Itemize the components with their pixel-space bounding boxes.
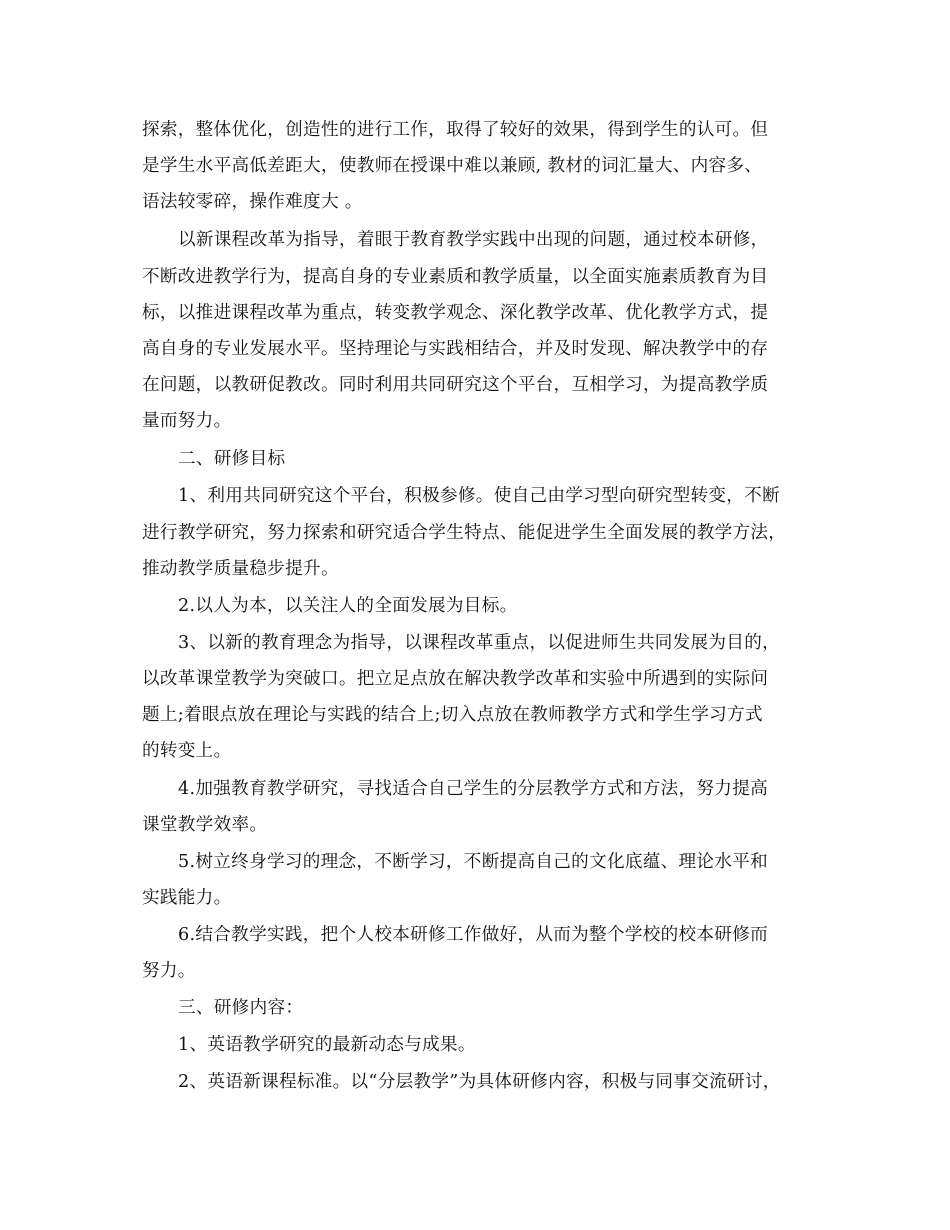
text-line: 题上;着眼点放在理论与实践的结合上;切入点放在教师教学方式和学生学习方式 xyxy=(142,705,763,725)
text-line: 的转变上。 xyxy=(142,741,232,761)
text-line: 不断改进教学行为，提高自身的专业素质和教学质量，以全面实施素质教育为目 xyxy=(142,267,769,287)
paragraph-first-line: 4.加强教育教学研究，寻找适合自己学生的分层教学方式和方法，努力提高 xyxy=(178,779,768,799)
text-line: 进行教学研究，努力探索和研究适合学生特点、能促进学生全面发展的教学方法， xyxy=(142,523,787,543)
text-line: 努力。 xyxy=(142,961,196,981)
paragraph-first-line: 2.以人为本，以关注人的全面发展为目标。 xyxy=(178,596,518,616)
text-line: 推动教学质量稳步提升。 xyxy=(142,559,339,579)
paragraph-first-line: 6.结合教学实践，把个人校本研修工作做好，从而为整个学校的校本研修而 xyxy=(178,925,768,945)
section-heading: 三、研修内容： xyxy=(178,998,304,1018)
paragraph-first-line: 2、英语新课程标准。以“分层教学”为具体研修内容，积极与同事交流研讨， xyxy=(178,1072,781,1092)
text-line: 标，以推进课程改革为重点，转变教学观念、深化教学改革、优化教学方式，提 xyxy=(142,303,769,323)
text-line: 以改革课堂教学为突破口。把立足点放在解决教学改革和实验中所遇到的实际问 xyxy=(142,669,769,689)
text-line: 高自身的专业发展水平。坚持理论与实践相结合，并及时发现、解决教学中的存 xyxy=(142,339,769,359)
section-heading: 二、研修目标 xyxy=(178,449,286,469)
text-line: 语法较零碎，操作难度大 。 xyxy=(142,192,363,212)
paragraph-first-line: 1、英语教学研究的最新动态与成果。 xyxy=(178,1035,476,1055)
paragraph-first-line: 3、以新的教育理念为指导，以课程改革重点，以促进师生共同发展为目的， xyxy=(178,633,780,653)
text-line: 在问题，以教研促教改。同时利用共同研究这个平台，互相学习，为提高教学质 xyxy=(142,375,769,395)
text-line: 课堂教学效率。 xyxy=(142,815,268,835)
text-line: 量而努力。 xyxy=(142,411,232,431)
text-line: 探索，整体优化，创造性的进行工作，取得了较好的效果，得到学生的认可。但 xyxy=(142,120,769,140)
paragraph-first-line: 以新课程改革为指导，着眼于教育教学实践中出现的问题，通过校本研修， xyxy=(178,230,769,250)
text-line: 实践能力。 xyxy=(142,888,232,908)
paragraph-first-line: 5.树立终身学习的理念，不断学习，不断提高自己的文化底蕴、理论水平和 xyxy=(178,852,768,872)
paragraph-first-line: 1、利用共同研究这个平台，积极参修。使自己由学习型向研究型转变，不断 xyxy=(178,486,780,506)
text-line: 是学生水平高低差距大，使教师在授课中难以兼顾, 教材的词汇量大、内容多、 xyxy=(142,156,763,176)
